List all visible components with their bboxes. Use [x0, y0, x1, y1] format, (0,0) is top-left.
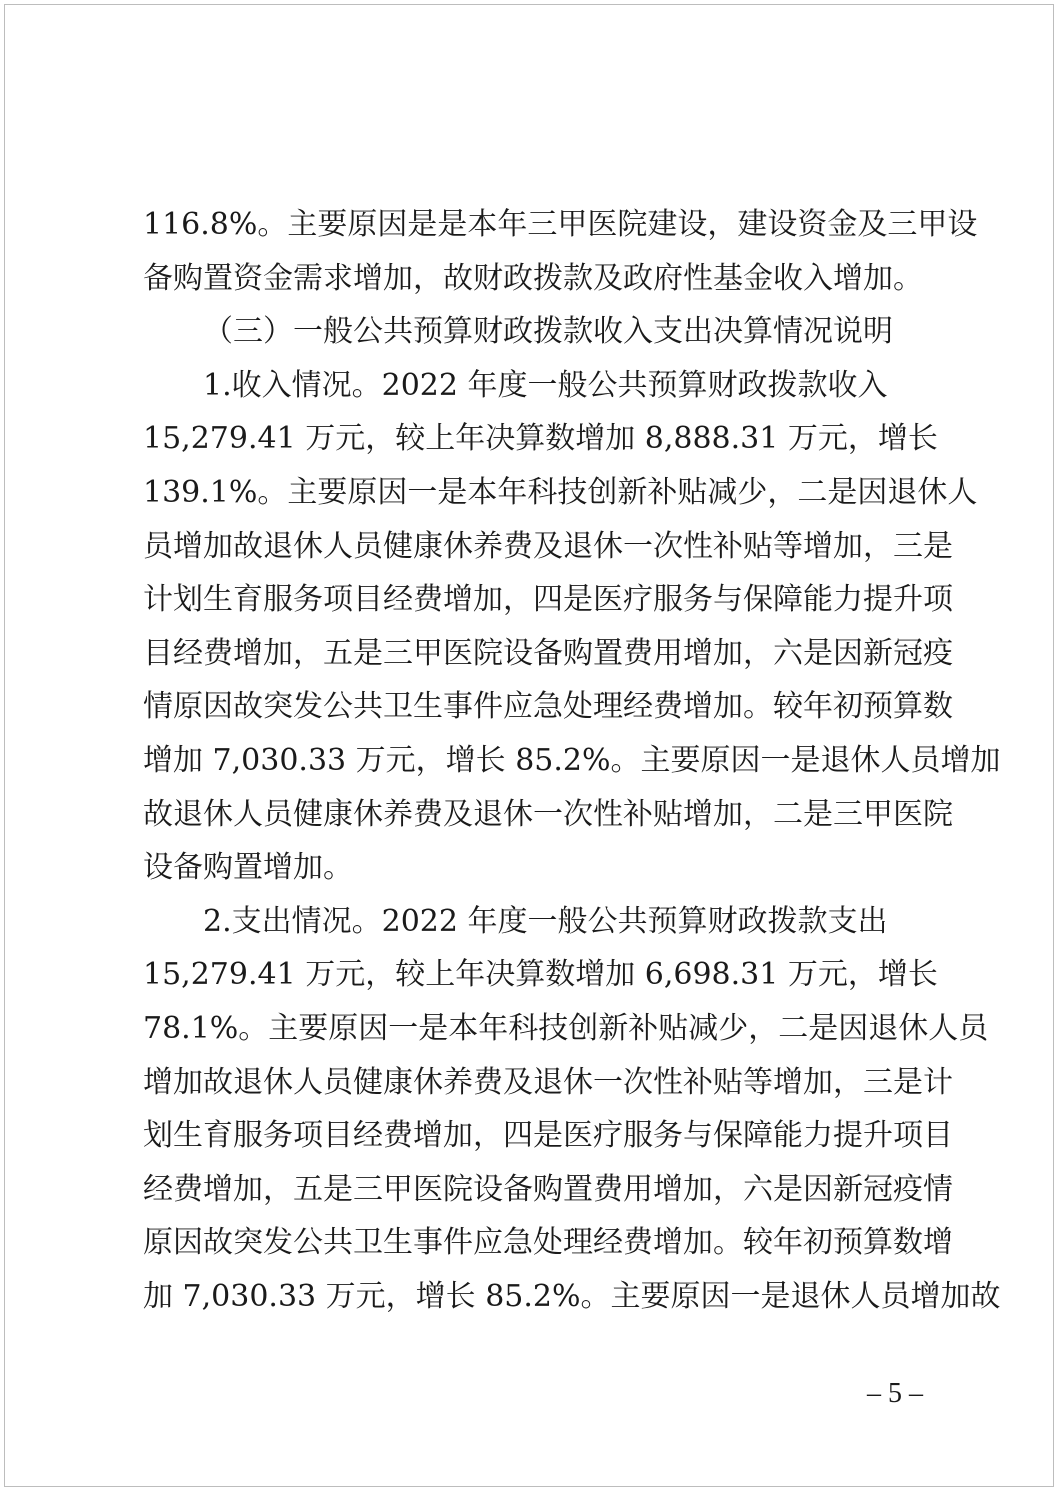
paragraph-line: 备购置资金需求增加，故财政拨款及政府性基金收入增加。: [143, 260, 923, 296]
paragraph-line: 加 7,030.33 万元，增长 85.2%。主要原因一是退休人员增加故: [143, 1278, 1001, 1314]
paragraph-line: 116.8%。主要原因是是本年三甲医院建设，建设资金及三甲设: [143, 207, 978, 242]
paragraph-line: 故退休人员健康休养费及退休一次性补贴增加，二是三甲医院: [143, 796, 953, 832]
paragraph-line: 情原因故突发公共卫生事件应急处理经费增加。较年初预算数: [143, 689, 953, 725]
paragraph-line: 15,279.41 万元，较上年决算数增加 8,888.31 万元，增长: [143, 421, 938, 457]
paragraph-line: 计划生育服务项目经费增加，四是医疗服务与保障能力提升项: [143, 582, 953, 618]
paragraph-line: 15,279.41 万元，较上年决算数增加 6,698.31 万元，增长: [143, 957, 938, 993]
paragraph-line: 139.1%。主要原因一是本年科技创新补贴减少，二是因退休人: [143, 474, 978, 510]
paragraph-line: 划生育服务项目经费增加，四是医疗服务与保障能力提升项目: [143, 1118, 953, 1154]
paragraph-line: 2.支出情况。2022 年度一般公共预算财政拨款支出: [203, 903, 888, 939]
paragraph-line: 目经费增加，五是三甲医院设备购置费用增加，六是因新冠疫: [143, 635, 953, 671]
page-number: – 5 –: [867, 1378, 923, 1409]
paragraph-line: 78.1%。主要原因一是本年科技创新补贴减少，二是因退休人员: [143, 1010, 989, 1046]
paragraph-line: 设备购置增加。: [143, 850, 353, 886]
section-heading: （三）一般公共预算财政拨款收入支出决算情况说明: [203, 314, 893, 350]
paragraph-line: 增加故退休人员健康休养费及退休一次性补贴等增加，三是计: [143, 1064, 953, 1100]
paragraph-line: 原因故突发公共卫生事件应急处理经费增加。较年初预算数增: [143, 1225, 953, 1261]
paragraph-line: 1.收入情况。2022 年度一般公共预算财政拨款收入: [203, 367, 888, 403]
paragraph-line: 经费增加，五是三甲医院设备购置费用增加，六是因新冠疫情: [143, 1171, 953, 1207]
paragraph-line: 员增加故退休人员健康休养费及退休一次性补贴等增加，三是: [143, 528, 953, 564]
paragraph-line: 增加 7,030.33 万元，增长 85.2%。主要原因一是退休人员增加: [143, 742, 1001, 778]
document-body: [143, 198, 1001, 1323]
